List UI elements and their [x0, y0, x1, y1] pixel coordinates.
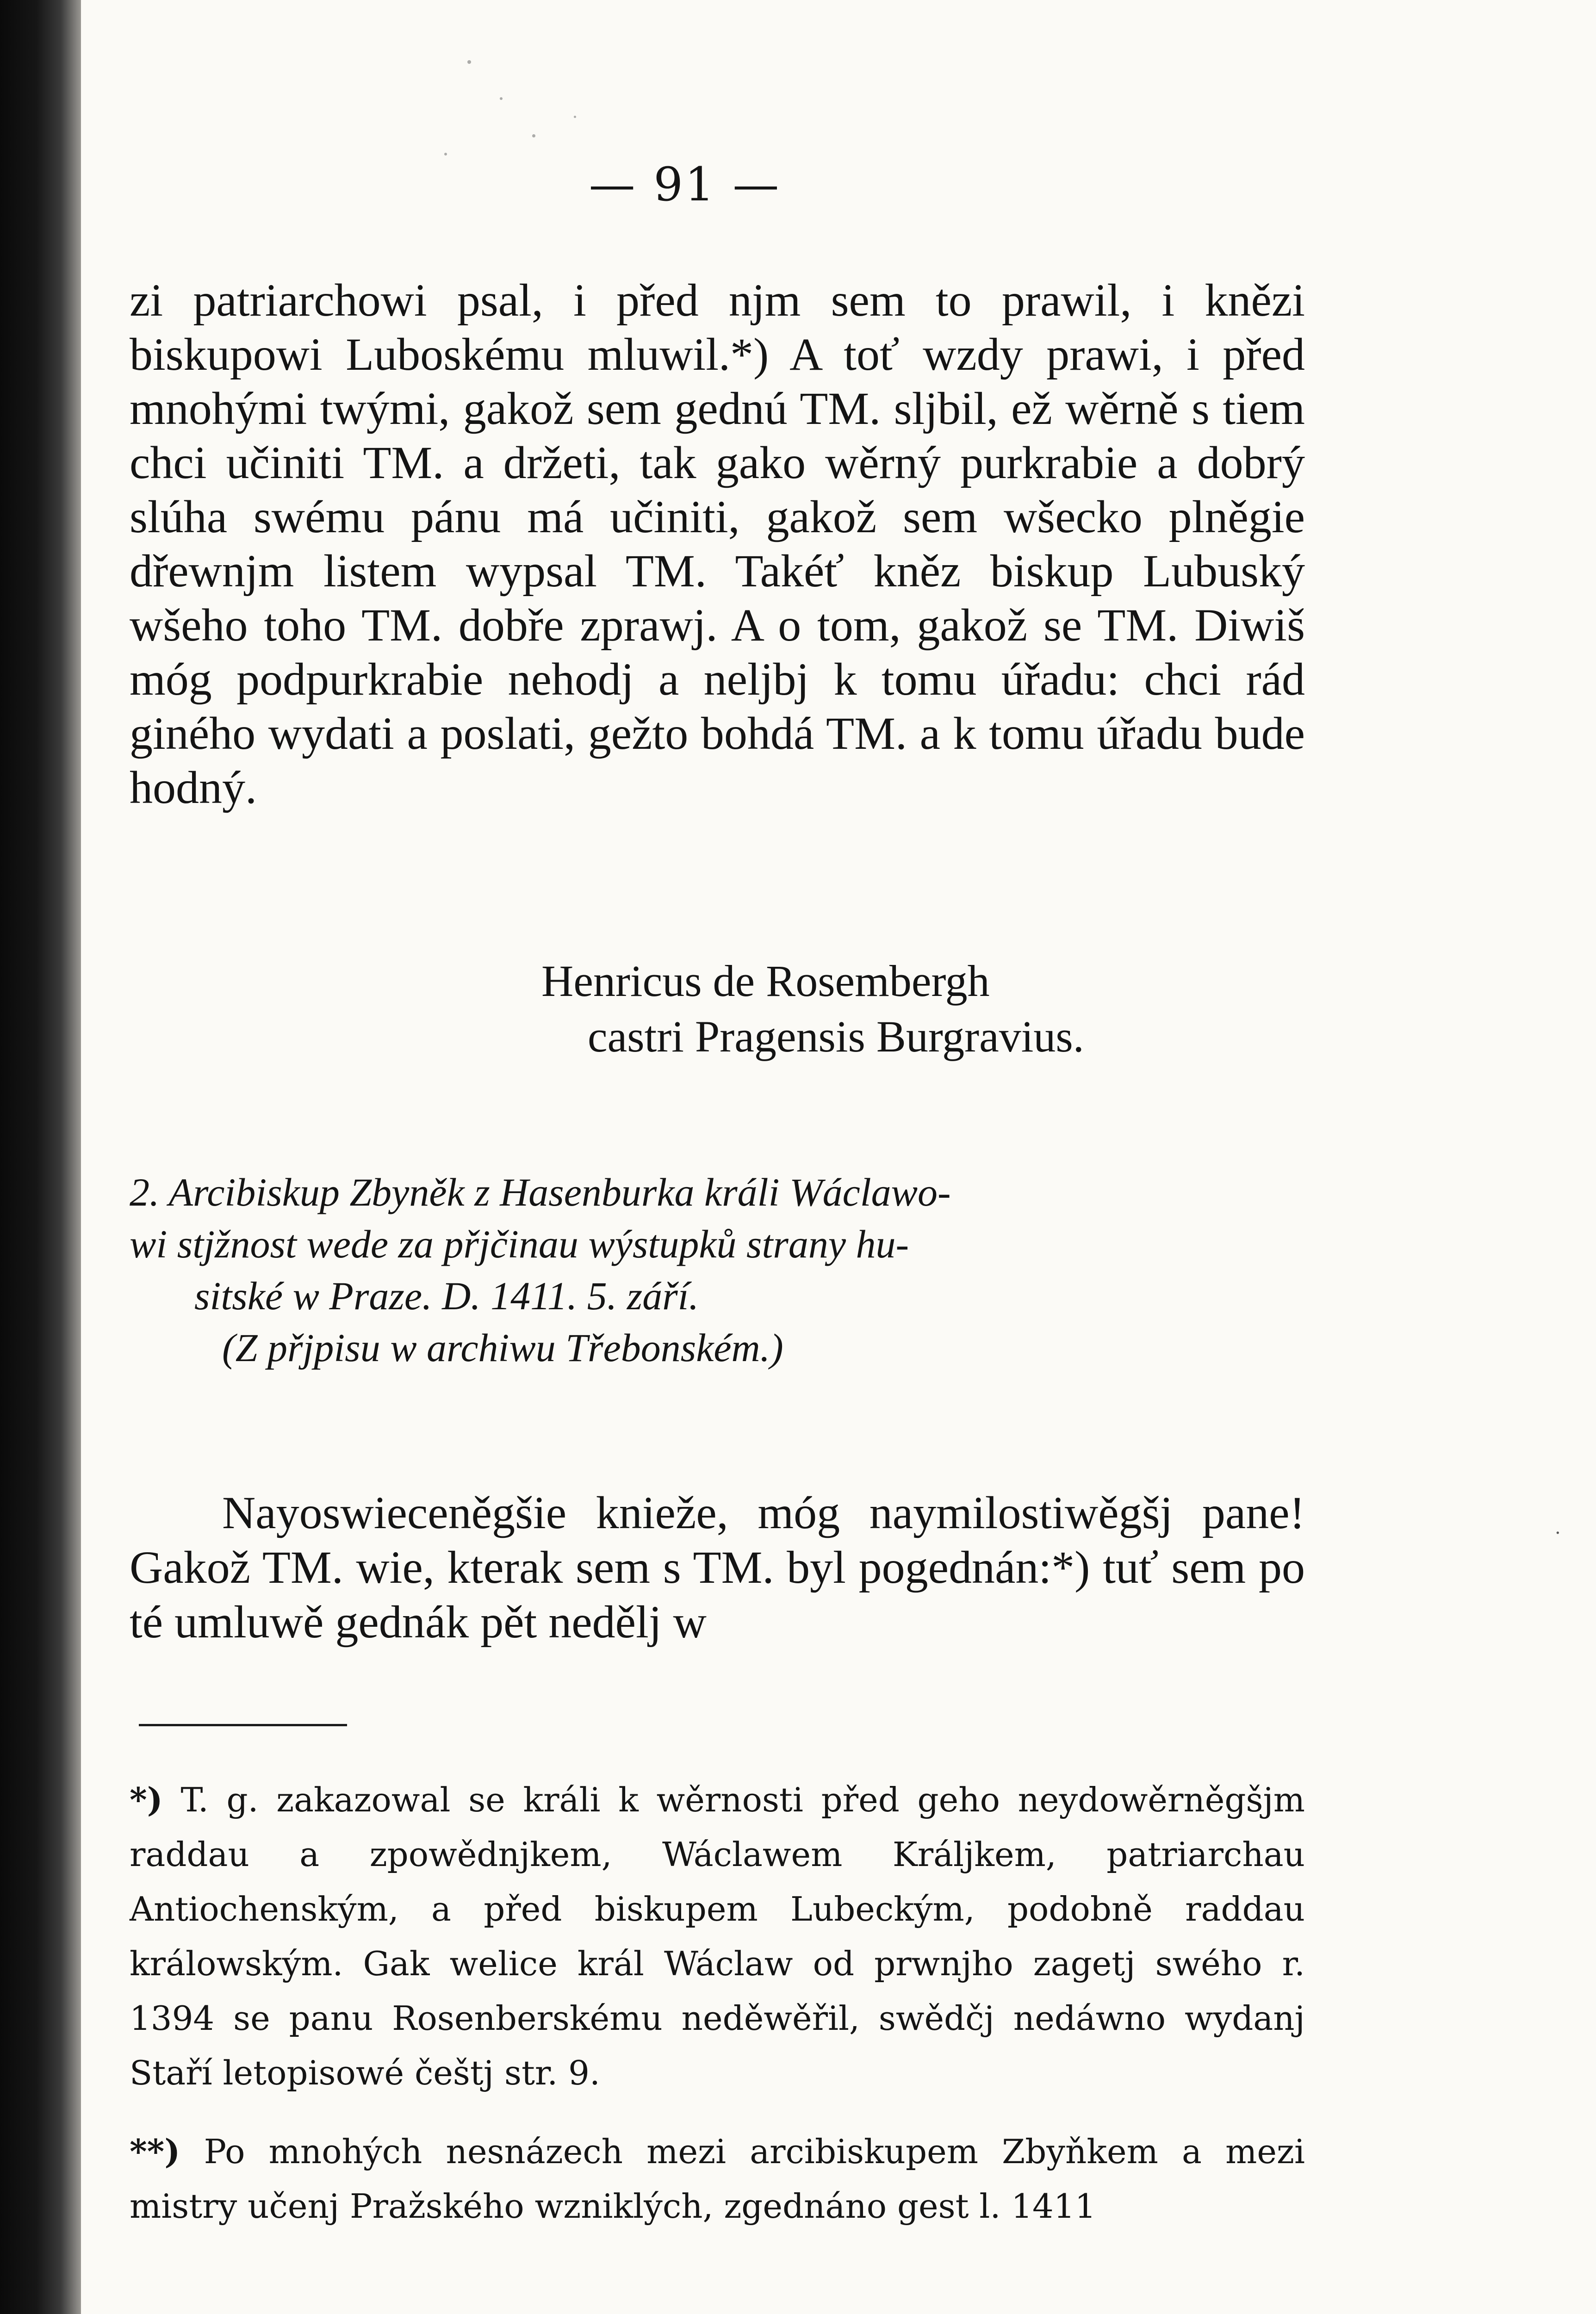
footnote-1 [130, 1773, 1305, 2100]
footnote-text: T. g. zakazowal se králi k wěrnosti před geho neydowěrněgšjm raddau a zpowědnjkem, Wáclawem Králjkem, patriarchau Antiochenským, a před biskupem Lubeckým, podobně raddau králowským. Gak welice král Wáclaw od prwnjho zagetj swého r. 1394 se panu Rosenberskému neděwěřil, swědčj nedáwno wydanj Staří letopisowé češtj str. 9. [130, 1780, 1305, 2092]
margin-mark: · [1555, 1523, 1561, 1544]
page-number: — 91 — [589, 157, 781, 211]
paper-speck [467, 60, 471, 64]
document-heading [130, 1166, 1305, 1374]
letter-paragraph: Nayoswieceněgšie knieže, móg naymilostiwěgšj pane! Gakož TM. wie, kterak sem s TM. byl pogednán:*) tuť sem po té umluwě gednák pět nedělj w [130, 1487, 1305, 1648]
signature-title: castri Pragensis Burgravius. [588, 1012, 1084, 1061]
signature-name: Henricus de Rosembergh [541, 956, 990, 1006]
body-paragraph [130, 273, 1305, 815]
paper-speck [444, 153, 447, 156]
footnote-2 [130, 2124, 1305, 2233]
paper-speck [574, 116, 576, 118]
heading-line: 2. Arcibiskup Zbyněk z Hasenburka králi Wáclawo- [130, 1170, 951, 1214]
paper-speck [500, 97, 503, 100]
book-spine-shadow [0, 0, 81, 2314]
paper-speck [532, 134, 535, 137]
footnote-divider [139, 1724, 347, 1726]
signature-block [541, 953, 1328, 1064]
heading-line: sitské w Praze. D. 1411. 5. září. [194, 1274, 699, 1318]
heading-line: wi stjžnost wede za přjčinau wýstupků strany hu- [130, 1222, 909, 1266]
footnote-marker: *) [130, 1780, 163, 1819]
body-paragraph-text: zi patriarchowi psal, i před njm sem to prawil, i knězi biskupowi Luboskému mluwil.*) A toť wzdy prawi, i před mnohými twými, gakož sem gednú TM. sljbil, ež wěrně s tiem chci učiniti TM. a držeti, tak gako wěrný purkrabie a dobrý slúha swému pánu má učiniti, gakož sem wšecko plněgie dřewnjm listem wypsal TM. Takéť kněz biskup Lubuský wšeho toho TM. dobře zprawj. A o tom, gakož se TM. Diwiš móg podpurkrabie nehodj a neljbj k tomu úřadu: chci rád giného wydati a poslati, gežto bohdá TM. a k tomu úřadu bude hodný. [130, 274, 1305, 813]
footnote-marker: **) [130, 2132, 180, 2171]
heading-source-note: (Z přjpisu w archiwu Třebonském.) [222, 1325, 783, 1370]
footnote-text: Po mnohých nesnázech mezi arcibiskupem Zbyňkem a mezi mistry učenj Pražského wzniklých, zgednáno gest l. 1411 [130, 2132, 1305, 2226]
